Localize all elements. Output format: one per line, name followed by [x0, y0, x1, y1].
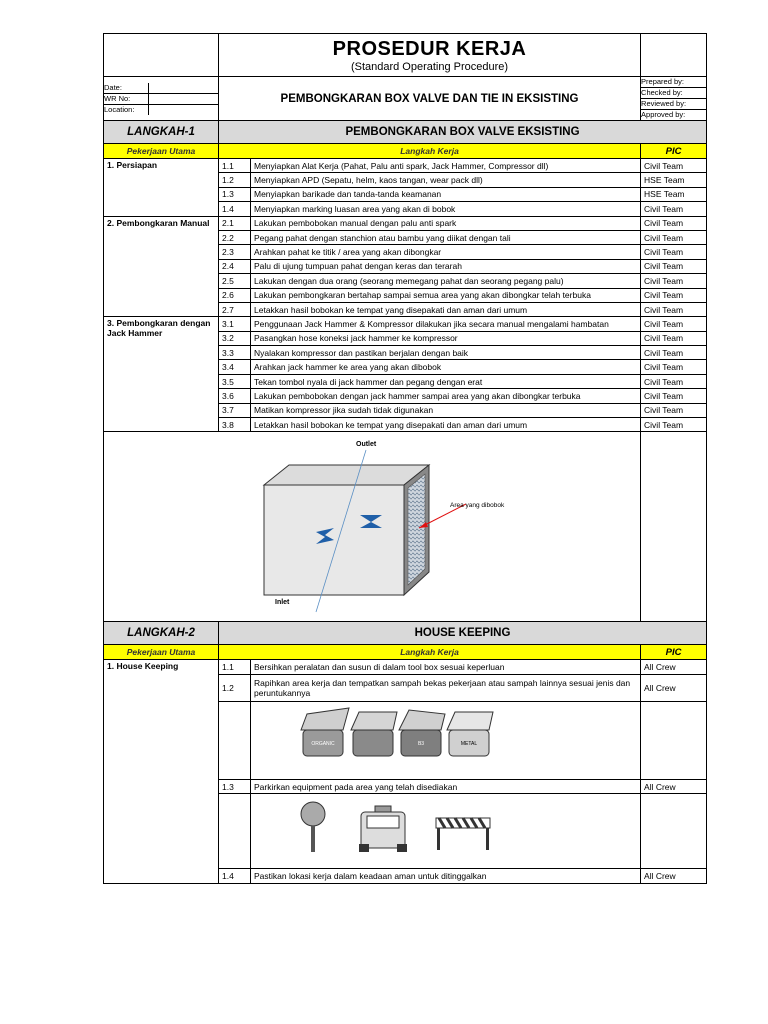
page-subtitle: (Standard Operating Procedure): [350, 61, 509, 73]
step-number: 2.7: [219, 302, 251, 316]
step-number: 3.4: [219, 360, 251, 374]
barrier-icon: [436, 818, 490, 850]
bin-label: B3: [417, 740, 425, 747]
wr-no-value[interactable]: [149, 93, 219, 104]
step-pic: Civil Team: [641, 331, 707, 345]
step-number: 3.8: [219, 418, 251, 432]
box-valve-diagram-cell: [104, 432, 641, 622]
step2-row-text: Pastikan lokasi kerja dalam keadaan aman untuk ditinggalkan: [251, 869, 641, 883]
waste-bins-cell: [251, 701, 641, 779]
step-text: Menyiapkan marking luasan area yang akan di bobok: [251, 202, 641, 216]
step-text: Letakkan hasil bobokan ke tempat yang disepakati dan aman dari umum: [251, 302, 641, 316]
step-pic: Civil Team: [641, 302, 707, 316]
step2-row-text: Parkirkan equipment pada area yang telah disediakan: [251, 779, 641, 793]
step-text: Matikan kompressor jika sudah tidak digunakan: [251, 403, 641, 417]
step2-row-no: 1.1: [219, 660, 251, 674]
date-value[interactable]: [149, 83, 219, 94]
parking-signs-cell: [251, 794, 641, 869]
step-number: 2.1: [219, 216, 251, 230]
col-main-header-2: Pekerjaan Utama: [104, 645, 219, 660]
step-text: Nyalakan kompressor dan pastikan berjalan dengan baik: [251, 346, 641, 360]
step-text: Letakkan hasil bobokan ke tempat yang disepakati dan aman dari umum: [251, 418, 641, 432]
header-right-fields: [641, 77, 707, 121]
step-text: Pasangkan hose koneksi jack hammer ke kompressor: [251, 331, 641, 345]
step-text: Lakukan pembobokan dengan jack hammer sampai area yang akan dibongkar terbuka: [251, 389, 641, 403]
step-pic: Civil Team: [641, 245, 707, 259]
vehicle-icon: [359, 806, 407, 852]
step2-row-text: Bersihkan peralatan dan susun di dalam tool box sesuai keperluan: [251, 660, 641, 674]
step-pic: Civil Team: [641, 403, 707, 417]
box-top-face: [264, 465, 429, 485]
step2-row-pic: All Crew: [641, 660, 707, 674]
step-number: 3.1: [219, 317, 251, 331]
step-text: Lakukan pembongkaran bertahap sampai semua area yang akan dibongkar telah terbuka: [251, 288, 641, 302]
step-text: Menyiapkan barikade dan tanda-tanda keamanan: [251, 187, 641, 201]
bin-label: METAL: [460, 740, 478, 747]
main-task-label: 2. Pembongkaran Manual: [104, 216, 219, 317]
header-left-fields: [104, 77, 219, 121]
wr-no-label: WR No:: [104, 93, 149, 104]
header-blank-right: [641, 34, 707, 77]
step-text: Arahkan jack hammer ke area yang akan dibobok: [251, 360, 641, 374]
step-number: 2.6: [219, 288, 251, 302]
step-pic: Civil Team: [641, 216, 707, 230]
step1-rows: [104, 159, 707, 432]
step2-row-text: Rapihkan area kerja dan tempatkan sampah bekas pekerjaan atau sampah lainnya sesuai jenis dan peruntukannya: [251, 674, 641, 701]
waste-bins-illustration: [251, 702, 641, 774]
step-text: Tekan tombol nyala di jack hammer dan pegang dengan erat: [251, 374, 641, 388]
parking-signs-illustration: [251, 794, 641, 863]
header-title-cell: [219, 34, 641, 77]
step2-row-pic: All Crew: [641, 674, 707, 701]
step-number: 3.5: [219, 374, 251, 388]
step2-row-pic: All Crew: [641, 869, 707, 883]
step-text: Lakukan pembobokan manual dengan palu anti spark: [251, 216, 641, 230]
step-text: Palu di ujung tumpuan pahat dengan keras dan terarah: [251, 259, 641, 273]
step2-title: HOUSE KEEPING: [219, 622, 707, 645]
header-blank-left: [104, 34, 219, 77]
step-text: Penggunaan Jack Hammer & Kompressor dilakukan jika secara manual mengalami hambatan: [251, 317, 641, 331]
inlet-label: Inlet: [275, 599, 290, 607]
step-text: Arahkan pahat ke titik / area yang akan dibongkar: [251, 245, 641, 259]
reviewed-by-label: Reviewed by:: [641, 99, 706, 110]
diagram-pic-blank: [641, 432, 707, 622]
step-number: 2.2: [219, 230, 251, 244]
step-text: Lakukan dengan dua orang (seorang memegang pahat dan seorang pegang palu): [251, 274, 641, 288]
col-steps-header-2: Langkah Kerja: [219, 645, 641, 660]
waste-bin-metal: [447, 712, 493, 756]
step-pic: Civil Team: [641, 374, 707, 388]
sop-table: [103, 33, 707, 884]
step-pic: HSE Team: [641, 173, 707, 187]
step-pic: HSE Team: [641, 187, 707, 201]
col-main-header: Pekerjaan Utama: [104, 144, 219, 159]
step-number: 3.6: [219, 389, 251, 403]
house-keeping-main: 1. House Keeping: [104, 660, 219, 883]
sop-sheet: [103, 33, 706, 884]
step-text: Menyiapkan Alat Kerja (Pahat, Palu anti spark, Jack Hammer, Compressor dll): [251, 159, 641, 173]
step-pic: Civil Team: [641, 346, 707, 360]
procedure-title: PEMBONGKARAN BOX VALVE DAN TIE IN EKSISTING: [219, 77, 641, 121]
box-valve-diagram: [104, 432, 640, 616]
waste-bin-organic: [301, 708, 349, 756]
step-pic: Civil Team: [641, 288, 707, 302]
col-steps-header: Langkah Kerja: [219, 144, 641, 159]
step-pic: Civil Team: [641, 274, 707, 288]
step-pic: Civil Team: [641, 418, 707, 432]
col-pic-header-2: PIC: [641, 645, 707, 660]
step-pic: Civil Team: [641, 202, 707, 216]
step-pic: Civil Team: [641, 259, 707, 273]
step-number: 3.3: [219, 346, 251, 360]
step-number: 1.3: [219, 187, 251, 201]
step-number: 3.2: [219, 331, 251, 345]
waste-bin-2: [351, 712, 397, 756]
col-pic-header: PIC: [641, 144, 707, 159]
parking-pic-blank: [641, 794, 707, 869]
step-pic: Civil Team: [641, 389, 707, 403]
step-number: 1.4: [219, 202, 251, 216]
approved-by-label: Approved by:: [641, 110, 706, 121]
stop-sign-icon: [301, 802, 325, 852]
bins-no-blank: [219, 701, 251, 779]
step1-label: LANGKAH-1: [104, 121, 219, 144]
page-title: PROSEDUR KERJA: [332, 38, 527, 60]
step-text: Menyiapkan APD (Sepatu, helm, kaos tangan, wear pack dll): [251, 173, 641, 187]
step1-title: PEMBONGKARAN BOX VALVE EKSISTING: [219, 121, 707, 144]
parking-no-blank: [219, 794, 251, 869]
area-label: Area yang dibobok: [450, 502, 505, 510]
location-label: Location:: [104, 104, 149, 115]
step2-label: LANGKAH-2: [104, 622, 219, 645]
step-number: 2.4: [219, 259, 251, 273]
step-text: Pegang pahat dengan stanchion atau bambu yang diikat dengan tali: [251, 230, 641, 244]
waste-bin-b3: [399, 710, 445, 756]
date-label: Date:: [104, 83, 149, 94]
step-number: 1.1: [219, 159, 251, 173]
main-task-label: 3. Pembongkaran dengan Jack Hammer: [104, 317, 219, 432]
bins-pic-blank: [641, 701, 707, 779]
box-side-opening: [408, 474, 425, 585]
step2-row-no: 1.3: [219, 779, 251, 793]
bin-label: ORGANIC: [311, 740, 335, 747]
step-pic: Civil Team: [641, 230, 707, 244]
step-pic: Civil Team: [641, 360, 707, 374]
step2-row-no: 1.2: [219, 674, 251, 701]
step2-row-pic: All Crew: [641, 779, 707, 793]
step-pic: Civil Team: [641, 317, 707, 331]
step-number: 2.3: [219, 245, 251, 259]
outlet-label: Outlet: [356, 441, 377, 449]
main-task-label: 1. Persiapan: [104, 159, 219, 217]
prepared-by-label: Prepared by:: [641, 77, 706, 88]
step-number: 2.5: [219, 274, 251, 288]
step2-row-no: 1.4: [219, 869, 251, 883]
step-number: 1.2: [219, 173, 251, 187]
location-value[interactable]: [149, 104, 219, 115]
step-number: 3.7: [219, 403, 251, 417]
checked-by-label: Checked by:: [641, 88, 706, 99]
step-pic: Civil Team: [641, 159, 707, 173]
